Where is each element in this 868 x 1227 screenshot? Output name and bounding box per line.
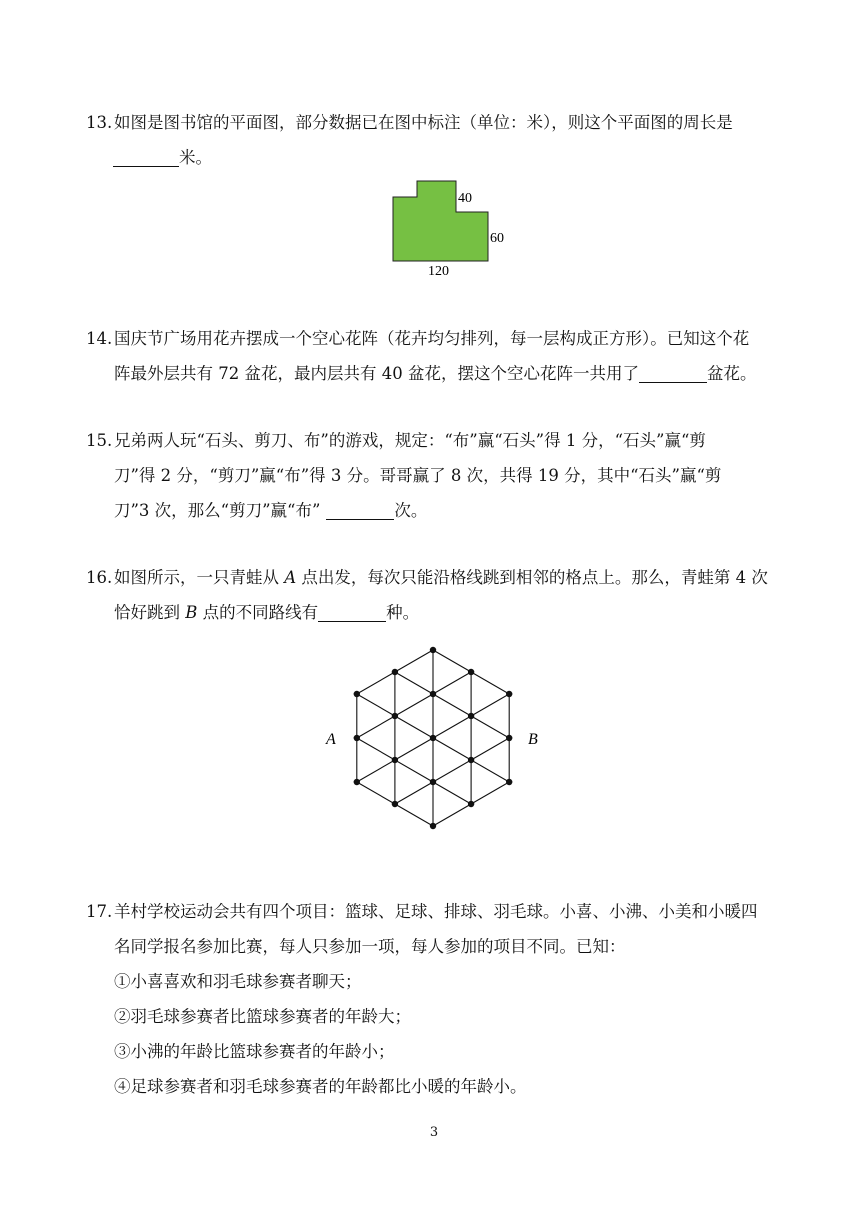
question-text-suffix: 米。 xyxy=(179,148,212,167)
grid-edge xyxy=(471,782,509,804)
point-b-label: B xyxy=(528,731,538,748)
grid-edge xyxy=(357,738,395,760)
question-text-line: 刀”得 2 分，“剪刀”赢“布”得 3 分。哥哥赢了 8 次，共得 19 分，其中“石头”赢“剪 xyxy=(114,466,722,485)
question-text-suffix: 种。 xyxy=(386,603,420,622)
grid-edge xyxy=(395,650,433,672)
question-text-line: 阵最外层共有 72 盆花，最内层共有 40 盆花，摆这个空心花阵一共用了 xyxy=(114,364,639,383)
question-text-line: 兄弟两人玩“石头、剪刀、布”的游戏，规定：“布”赢“石头”得 1 分，“石头”赢“剪 xyxy=(114,431,706,450)
grid-point xyxy=(392,713,398,719)
question-text-part: 点的不同路线有 xyxy=(197,603,319,622)
grid-edge xyxy=(395,760,433,782)
answer-blank[interactable] xyxy=(639,364,707,383)
condition-item: ①小喜喜欢和羽毛球参赛者聊天； xyxy=(114,972,362,991)
grid-edge xyxy=(395,672,433,694)
grid-edge xyxy=(471,694,509,716)
question-number: 14. xyxy=(86,329,113,348)
question-15 xyxy=(86,423,786,528)
grid-edge xyxy=(433,738,471,760)
grid-point xyxy=(506,779,512,785)
grid-edge xyxy=(471,716,509,738)
grid-edge xyxy=(395,694,433,716)
answer-blank[interactable] xyxy=(318,603,386,622)
point-a-label: A xyxy=(326,731,336,748)
question-text-line: 羊村学校运动会共有四个项目：篮球、足球、排球、羽毛球。小喜、小沸、小美和小暖四 xyxy=(114,902,758,921)
point-b-label: B xyxy=(185,603,198,622)
grid-edge xyxy=(357,782,395,804)
floor-plan-shape xyxy=(393,181,488,261)
grid-edge xyxy=(395,782,433,804)
question-text-suffix: 盆花。 xyxy=(706,364,757,383)
question-text-part: 如图所示，一只青蛙从 xyxy=(114,568,285,587)
question-number: 15. xyxy=(86,431,113,450)
grid-point xyxy=(506,691,512,697)
grid-point xyxy=(468,713,474,719)
grid-point xyxy=(392,757,398,763)
grid-point xyxy=(354,735,360,741)
grid-edge xyxy=(357,694,395,716)
question-text-part: 点出发，每次只能沿格线跳到相邻的格点上。那么，青蛙第 4 次 xyxy=(296,568,768,587)
grid-edge xyxy=(471,672,509,694)
grid-edge xyxy=(471,760,509,782)
label-top: 40 xyxy=(458,191,472,206)
grid-edge xyxy=(433,650,471,672)
floor-plan-figure xyxy=(380,175,520,280)
grid-edge xyxy=(357,716,395,738)
question-text-line: 刀”3 次，那么“剪刀”赢“布” xyxy=(114,501,321,520)
condition-item: ②羽毛球参赛者比篮球参赛者的年龄大； xyxy=(114,1007,411,1026)
grid-point xyxy=(430,823,436,829)
label-bottom: 120 xyxy=(428,264,449,279)
grid-edge xyxy=(395,716,433,738)
point-a-label: A xyxy=(284,568,297,587)
question-text-suffix: 次。 xyxy=(394,501,428,520)
question-17 xyxy=(86,894,786,1104)
grid-edge xyxy=(395,804,433,826)
grid-edge xyxy=(433,804,471,826)
grid-point xyxy=(506,735,512,741)
grid-edge xyxy=(471,738,509,760)
grid-point xyxy=(468,669,474,675)
label-right: 60 xyxy=(490,231,504,246)
question-number: 17. xyxy=(86,902,113,921)
grid-point xyxy=(430,691,436,697)
page-number: 3 xyxy=(429,1125,439,1140)
triangular-grid-figure xyxy=(320,625,550,850)
grid-point xyxy=(468,801,474,807)
grid-point xyxy=(392,669,398,675)
grid-point xyxy=(430,735,436,741)
grid-point xyxy=(468,757,474,763)
grid-edge xyxy=(433,672,471,694)
question-text-line: 名同学报名参加比赛，每人只参加一项，每人参加的项目不同。已知： xyxy=(114,937,626,956)
grid-point xyxy=(354,691,360,697)
grid-edge xyxy=(395,738,433,760)
question-13 xyxy=(86,105,786,175)
condition-item: ④足球参赛者和羽毛球参赛者的年龄都比小暖的年龄小。 xyxy=(114,1077,527,1096)
grid-point xyxy=(392,801,398,807)
answer-blank[interactable] xyxy=(113,148,179,167)
condition-item: ③小沸的年龄比篮球参赛者的年龄小； xyxy=(114,1042,395,1061)
grid-edge xyxy=(357,672,395,694)
question-16 xyxy=(86,560,786,630)
grid-point xyxy=(430,647,436,653)
question-text-line: 如图是图书馆的平面图，部分数据已在图中标注（单位：米），则这个平面图的周长是 xyxy=(114,113,733,132)
grid-edge xyxy=(433,782,471,804)
grid-point xyxy=(430,779,436,785)
question-text-line: 国庆节广场用花卉摆成一个空心花阵（花卉均匀排列，每一层构成正方形）。已知这个花 xyxy=(114,329,750,348)
question-number: 16. xyxy=(86,568,113,587)
grid-edge xyxy=(357,760,395,782)
question-text-part: 恰好跳到 xyxy=(114,603,186,622)
question-14 xyxy=(86,321,786,391)
answer-blank[interactable] xyxy=(326,501,394,520)
grid-edge xyxy=(433,716,471,738)
grid-edge xyxy=(433,694,471,716)
grid-edge xyxy=(433,760,471,782)
grid-point xyxy=(354,779,360,785)
question-number: 13. xyxy=(86,113,113,132)
